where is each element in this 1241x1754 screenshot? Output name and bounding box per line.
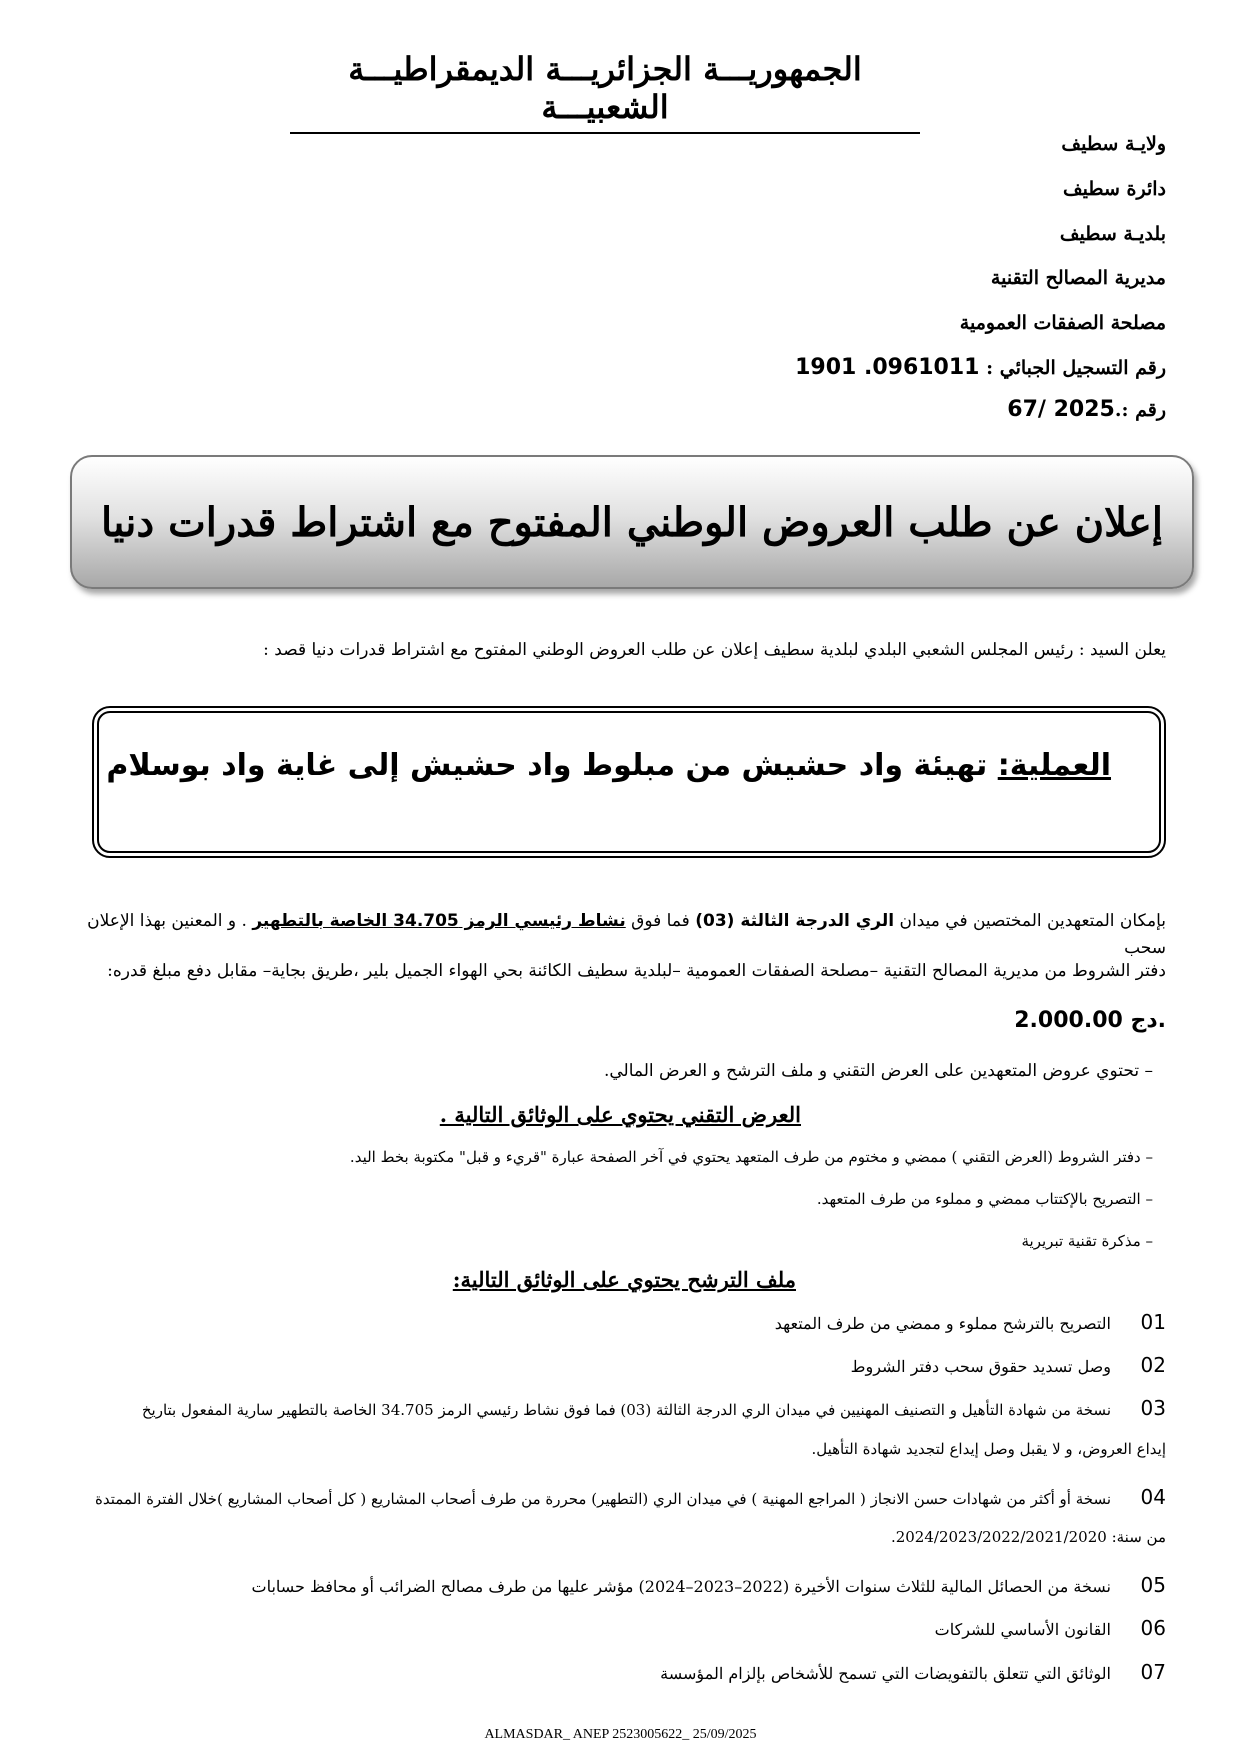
item-number: 01	[1140, 1310, 1166, 1334]
ref-label: رقم :.	[1114, 399, 1166, 421]
ref-value: 67/ 2025	[1007, 397, 1115, 422]
amount: 2.000.00 دج.	[1014, 1008, 1166, 1033]
item-text: نسخة أو أكثر من شهادات حسن الانجاز ( المراجع المهنية ) في ميدان الري (التطهير) محررة من طرف أصحاب المشاريع ( كل أصحاب المشاريع )خلال الفترة الممتدة	[94, 1490, 1111, 1508]
operation-text: تهيئة واد حشيش من مبلوط واد حشيش إلى غاية واد بوسلام	[106, 748, 988, 783]
body-paragraph-2: دفتر الشروط من مديرية المصالح التقنية –مصلحة الصفقات العمومية –لبلدية سطيف الكائنة بحي الهواء الجميل بلير ،طريق بجاية– مقابل دفع مبلغ قدره:	[107, 961, 1166, 981]
technical-title: العرض التقني يحتوي على الوثائق التالية .	[439, 1102, 801, 1127]
item-number: 04	[1140, 1485, 1166, 1509]
p1-part-e: . و المعنين بهذا الإعلان سحب	[87, 911, 1166, 959]
tax-id-value: 1901 .0961011	[795, 355, 980, 380]
item-text: الوثائق التي تتعلق بالتفويضات التي تسمح للأشخاص بإلزام المؤسسة	[660, 1664, 1111, 1683]
technical-item: – دفتر الشروط (العرض التقني ) ممضي و مختوم من طرف المتعهد يحتوي في آخر الصفحة عبارة "قريء و قبل" مكتوبة بخط اليد.	[349, 1148, 1153, 1166]
item-text: القانون الأساسي للشركات	[934, 1620, 1111, 1639]
p1-part-a: بإمكان المتعهدين المختصين في ميدان	[899, 911, 1166, 931]
operation-label: العملية:	[997, 748, 1111, 783]
item-text: نسخة من الحصائل المالية للثلاث سنوات الأخيرة (2022–2023–2024) مؤشر عليها من طرف مصالح الضرائب أو محافظ حسابات	[251, 1577, 1111, 1596]
candidacy-item-continued: إيداع العروض، و لا يقبل وصل إيداع لتجديد شهادة التأهيل.	[811, 1440, 1166, 1458]
item-number: 02	[1140, 1353, 1166, 1377]
candidacy-item	[61, 1310, 1166, 1334]
candidacy-title: ملف الترشح يحتوي على الوثائق التالية:	[452, 1267, 796, 1292]
daira: دائرة سطيف	[1063, 178, 1166, 200]
tax-id-label: رقم التسجيل الجبائي :	[986, 357, 1166, 379]
candidacy-item	[61, 1396, 1166, 1420]
p1-grade: الري الدرجة الثالثة (03)	[695, 911, 895, 931]
candidacy-item	[61, 1353, 1166, 1377]
offers-note: – تحتوي عروض المتعهدين على العرض التقني و ملف الترشح و العرض المالي.	[603, 1061, 1153, 1081]
baladia: بلديـة سطيف	[1059, 223, 1166, 245]
announcement-banner	[70, 455, 1194, 589]
body-paragraph-1	[61, 908, 1166, 962]
technical-item: – التصريح بالإكتتاب ممضي و مملوء من طرف المتعهد.	[816, 1190, 1153, 1208]
item-number: 03	[1140, 1396, 1166, 1420]
candidacy-item	[61, 1616, 1166, 1640]
candidacy-item	[61, 1660, 1166, 1684]
operation-line	[106, 748, 1111, 783]
item-number: 05	[1140, 1573, 1166, 1597]
wilaya: ولايـة سطيف	[1061, 133, 1166, 155]
republic-title: الجمهوريـــة الجزائريـــة الديمقراطيـــة الشعبيـــة	[290, 50, 920, 134]
amount-line	[61, 1003, 1166, 1038]
item-number: 07	[1140, 1660, 1166, 1684]
reference	[466, 397, 1166, 422]
tax-id	[466, 355, 1166, 380]
technical-item: – مذكرة تقنية تبريرية	[1021, 1232, 1153, 1250]
announcement-title: إعلان عن طلب العروض الوطني المفتوح مع اشتراط قدرات دنيا	[101, 498, 1163, 546]
directorate: مديرية المصالح التقنية	[990, 267, 1166, 289]
item-text: وصل تسديد حقوق سحب دفتر الشروط	[850, 1357, 1111, 1376]
intro-text: يعلن السيد : رئيس المجلس الشعبي البلدي لبلدية سطيف إعلان عن طلب العروض الوطني المفتوح مع اشتراط قدرات دنيا قصد :	[263, 640, 1166, 660]
item-number: 06	[1140, 1616, 1166, 1640]
service: مصلحة الصفقات العمومية	[959, 312, 1166, 334]
item-text: التصريح بالترشح مملوء و ممضي من طرف المتعهد	[774, 1314, 1111, 1333]
item-text: نسخة من شهادة التأهيل و التصنيف المهنيين في ميدان الري الدرجة الثالثة (03) فما فوق نشاط رئيسي الرمز 34.705 الخاصة بالتطهير سارية المفعول بتاريخ	[141, 1401, 1111, 1419]
candidacy-item	[61, 1485, 1166, 1509]
p1-part-c: فما فوق	[631, 911, 690, 931]
p1-activity: نشاط رئيسي الرمز 34.705 الخاصة بالتطهير	[252, 911, 626, 931]
footer-reference: ALMASDAR_ ANEP 2523005622_ 25/09/2025	[484, 1727, 757, 1742]
candidacy-item-continued: من سنة: 2024/2023/2022/2021/2020.	[890, 1528, 1166, 1546]
candidacy-item	[61, 1573, 1166, 1597]
